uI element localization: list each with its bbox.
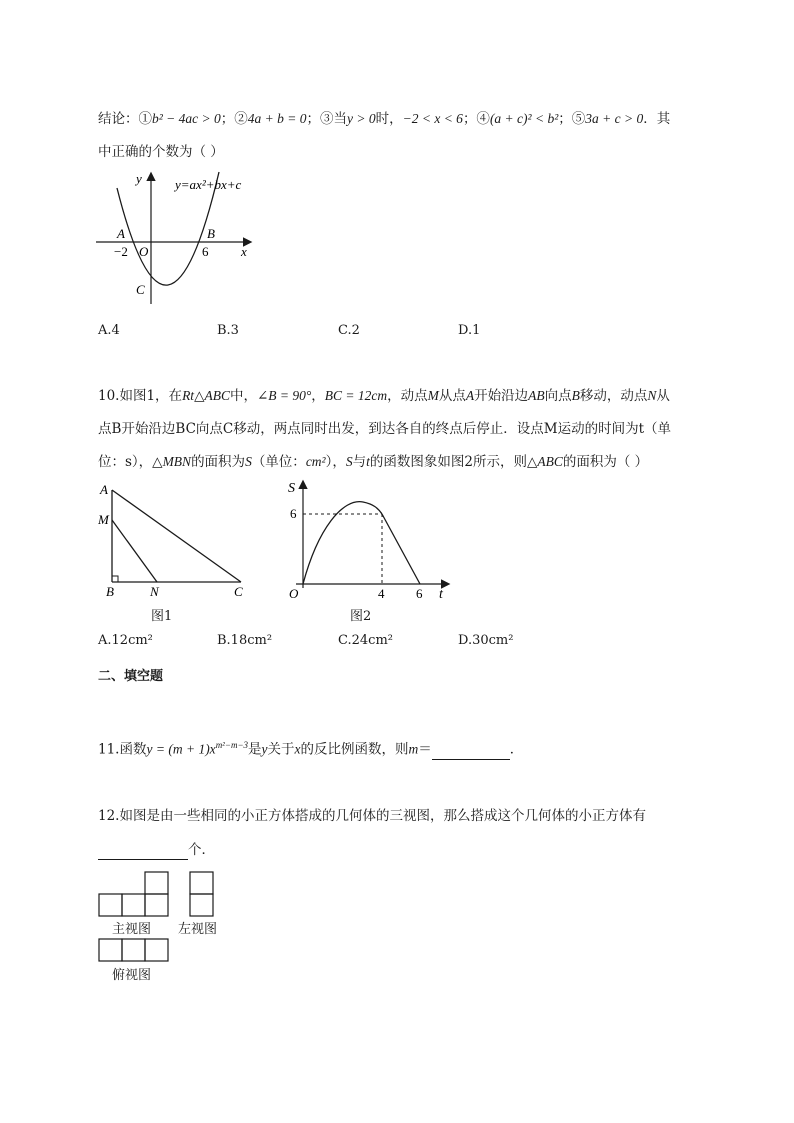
fig1-label-c: C bbox=[234, 584, 243, 599]
q10-l3-a: 位：s），△ bbox=[98, 454, 163, 470]
q10-l1-rt: Rt bbox=[182, 388, 195, 403]
q10-l3-e: 与 bbox=[352, 454, 367, 470]
q11-c: 关于 bbox=[267, 741, 295, 758]
q10-l1-abc: ABC bbox=[204, 388, 230, 403]
q10-l3-b: 的面积为 bbox=[191, 454, 246, 470]
q9-c5-expr: 3a + c > 0 bbox=[585, 111, 644, 126]
q10-l3-s: S bbox=[245, 454, 252, 469]
q10-l1-bc: BC = 12cm bbox=[324, 388, 388, 403]
fig2-decline-line bbox=[382, 514, 420, 584]
q10-l3-t: t bbox=[366, 454, 370, 469]
q9-a-label: A bbox=[117, 226, 125, 241]
q9-neg2-label: −2 bbox=[114, 244, 128, 259]
front-view-square-2 bbox=[122, 894, 145, 916]
q10-figure2-graph bbox=[278, 478, 454, 602]
fig2-label-o: O bbox=[289, 586, 299, 601]
q9-c1-mark: ① bbox=[138, 111, 152, 127]
q9-c-label: C bbox=[136, 282, 145, 297]
q11-end: ． bbox=[509, 741, 524, 758]
q10-figure1-caption: 图1 bbox=[151, 609, 173, 624]
q9-tail: ．其 bbox=[643, 111, 671, 127]
fig2-label-4: 4 bbox=[378, 586, 385, 601]
q10-l1-a2: A bbox=[465, 388, 475, 403]
q10-l1-tri: △ bbox=[194, 388, 205, 404]
q10-l1-i: 从 bbox=[656, 388, 670, 404]
q9-c3-mark: ；③当 bbox=[306, 111, 347, 127]
q9-o-label: O bbox=[139, 244, 149, 259]
q9-c1-expr: b² − 4ac > 0 bbox=[152, 111, 221, 126]
q9-option-d[interactable]: D.1 bbox=[458, 323, 481, 338]
q9-c2-mark: ；② bbox=[220, 111, 248, 127]
q10-line3 bbox=[98, 452, 648, 472]
q12-front-view-label: 主视图 bbox=[112, 922, 152, 937]
q10-l1-n: N bbox=[647, 388, 657, 403]
front-view-square-1 bbox=[99, 894, 122, 916]
q10-l1-a: 10.如图1，在 bbox=[98, 388, 183, 404]
q9-parabola-graph bbox=[96, 170, 260, 306]
q12-front-view bbox=[98, 870, 170, 918]
q10-l3-c: （单位： bbox=[251, 454, 306, 470]
q12-line2 bbox=[98, 840, 215, 860]
q12-left-view bbox=[188, 870, 216, 918]
fig1-right-angle-mark bbox=[112, 576, 118, 582]
q11-expr: y = (m + 1)x bbox=[146, 741, 216, 757]
fig1-label-a: A bbox=[100, 482, 108, 497]
q10-l1-c: ， bbox=[311, 388, 325, 404]
q10-l3-f: 的函数图象如图2所示，则△ bbox=[369, 454, 538, 470]
top-view-square-2 bbox=[122, 939, 145, 961]
q11-y: y bbox=[261, 741, 268, 757]
fig1-segment-mn bbox=[112, 520, 157, 582]
q10-l1-b2: B bbox=[571, 388, 580, 403]
q10-l3-abc: ABC bbox=[537, 454, 563, 469]
q10-l1-angle: ∠B = 90° bbox=[256, 388, 312, 403]
q10-option-d[interactable]: D.30cm² bbox=[458, 633, 514, 648]
q11-answer-blank[interactable] bbox=[432, 743, 510, 760]
q12-line1: 12.如图是由一些相同的小正方体搭成的几何体的三视图，那么搭成这个几何体的小正方体有 bbox=[98, 808, 646, 824]
fig2-label-6y: 6 bbox=[290, 506, 297, 521]
q9-y-label: y bbox=[136, 171, 142, 186]
q9-c3-expr: y > 0 bbox=[347, 111, 376, 126]
q10-option-a[interactable]: A.12cm² bbox=[98, 633, 153, 648]
q9-func-label: y=ax²+bx+c bbox=[175, 177, 242, 192]
q9-c4-expr: (a + c)² < b² bbox=[489, 111, 559, 126]
q10-line2: 点B开始沿边BC向点C移动，两点同时出发，到达各自的终点后停止．设点M运动的时间为t（单 bbox=[98, 421, 671, 437]
q10-l1-b: 中， bbox=[229, 388, 257, 404]
q10-l1-h: 移动，动点 bbox=[579, 388, 648, 404]
front-view-square-3 bbox=[145, 894, 168, 916]
q9-b-label: B bbox=[207, 226, 215, 241]
q9-c5-mark: ；⑤ bbox=[558, 111, 586, 127]
q9-prefix: 结论： bbox=[98, 111, 139, 127]
q9-x-label: x bbox=[241, 244, 247, 259]
q9-c3-mid: 时， bbox=[375, 111, 403, 127]
q10-l1-g: 向点 bbox=[544, 388, 572, 404]
q10-l3-mbn: MBN bbox=[162, 454, 192, 469]
fig2-label-6x: 6 bbox=[416, 586, 423, 601]
fig1-side-ac bbox=[112, 490, 241, 582]
fig1-label-m: M bbox=[98, 512, 109, 527]
q11-d: 的反比例函数，则 bbox=[300, 741, 409, 758]
left-view-square-2 bbox=[190, 894, 213, 916]
q10-line1 bbox=[98, 386, 670, 406]
q10-l3-g: 的面积为（ ） bbox=[562, 454, 649, 470]
q10-l1-e: 从点 bbox=[438, 388, 466, 404]
q11-e: ＝ bbox=[418, 741, 432, 758]
q9-c2-expr: 4a + b = 0 bbox=[247, 111, 307, 126]
left-view-square-1 bbox=[190, 872, 213, 894]
q9-conclusion-line bbox=[98, 109, 670, 129]
q10-l3-cm: cm² bbox=[305, 454, 326, 469]
q11-line bbox=[98, 735, 523, 760]
q10-l1-d: ，动点 bbox=[387, 388, 428, 404]
q10-option-c[interactable]: C.24cm² bbox=[338, 633, 393, 648]
q10-l3-s2: S bbox=[345, 454, 353, 469]
q12-line2-end: 个． bbox=[188, 842, 215, 858]
q11-x: x bbox=[294, 741, 301, 757]
fig2-label-s: S bbox=[288, 481, 295, 496]
q12-top-view bbox=[98, 937, 170, 963]
q10-figure1-triangle bbox=[98, 480, 253, 600]
q10-option-b[interactable]: B.18cm² bbox=[217, 633, 273, 648]
q9-option-b[interactable]: B.3 bbox=[217, 323, 239, 338]
q11-b: 是 bbox=[248, 741, 262, 758]
fig2-label-t: t bbox=[439, 587, 443, 602]
q11-a: 11.函数 bbox=[98, 741, 147, 758]
q9-option-a[interactable]: A.4 bbox=[98, 323, 120, 338]
q10-l1-m: M bbox=[427, 388, 439, 403]
q9-six-label: 6 bbox=[202, 244, 209, 259]
q11-m: m bbox=[408, 741, 419, 757]
fig1-label-n: N bbox=[150, 584, 159, 599]
q10-l3-d: ）， bbox=[325, 454, 346, 470]
fig1-label-b: B bbox=[106, 584, 114, 599]
section-fill-blank-heading: 二、填空题 bbox=[98, 669, 164, 684]
q9-c4-mark: ；④ bbox=[462, 111, 490, 127]
q9-c3-expr2: −2 < x < 6 bbox=[402, 111, 463, 126]
q9-question-line: 中正确的个数为（ ） bbox=[98, 144, 224, 160]
q10-l1-ab: AB bbox=[528, 388, 545, 403]
top-view-square-1 bbox=[99, 939, 122, 961]
q10-figure2-caption: 图2 bbox=[350, 609, 372, 624]
q11-exponent: m²−m−3 bbox=[215, 740, 249, 750]
q12-answer-blank[interactable] bbox=[98, 843, 188, 860]
q9-option-c[interactable]: C.2 bbox=[338, 323, 360, 338]
q10-l1-f: 开始沿边 bbox=[474, 388, 529, 404]
q12-left-view-label: 左视图 bbox=[178, 922, 218, 937]
top-view-square-3 bbox=[145, 939, 168, 961]
front-view-square-4 bbox=[145, 872, 168, 894]
q12-top-view-label: 俯视图 bbox=[112, 968, 152, 983]
